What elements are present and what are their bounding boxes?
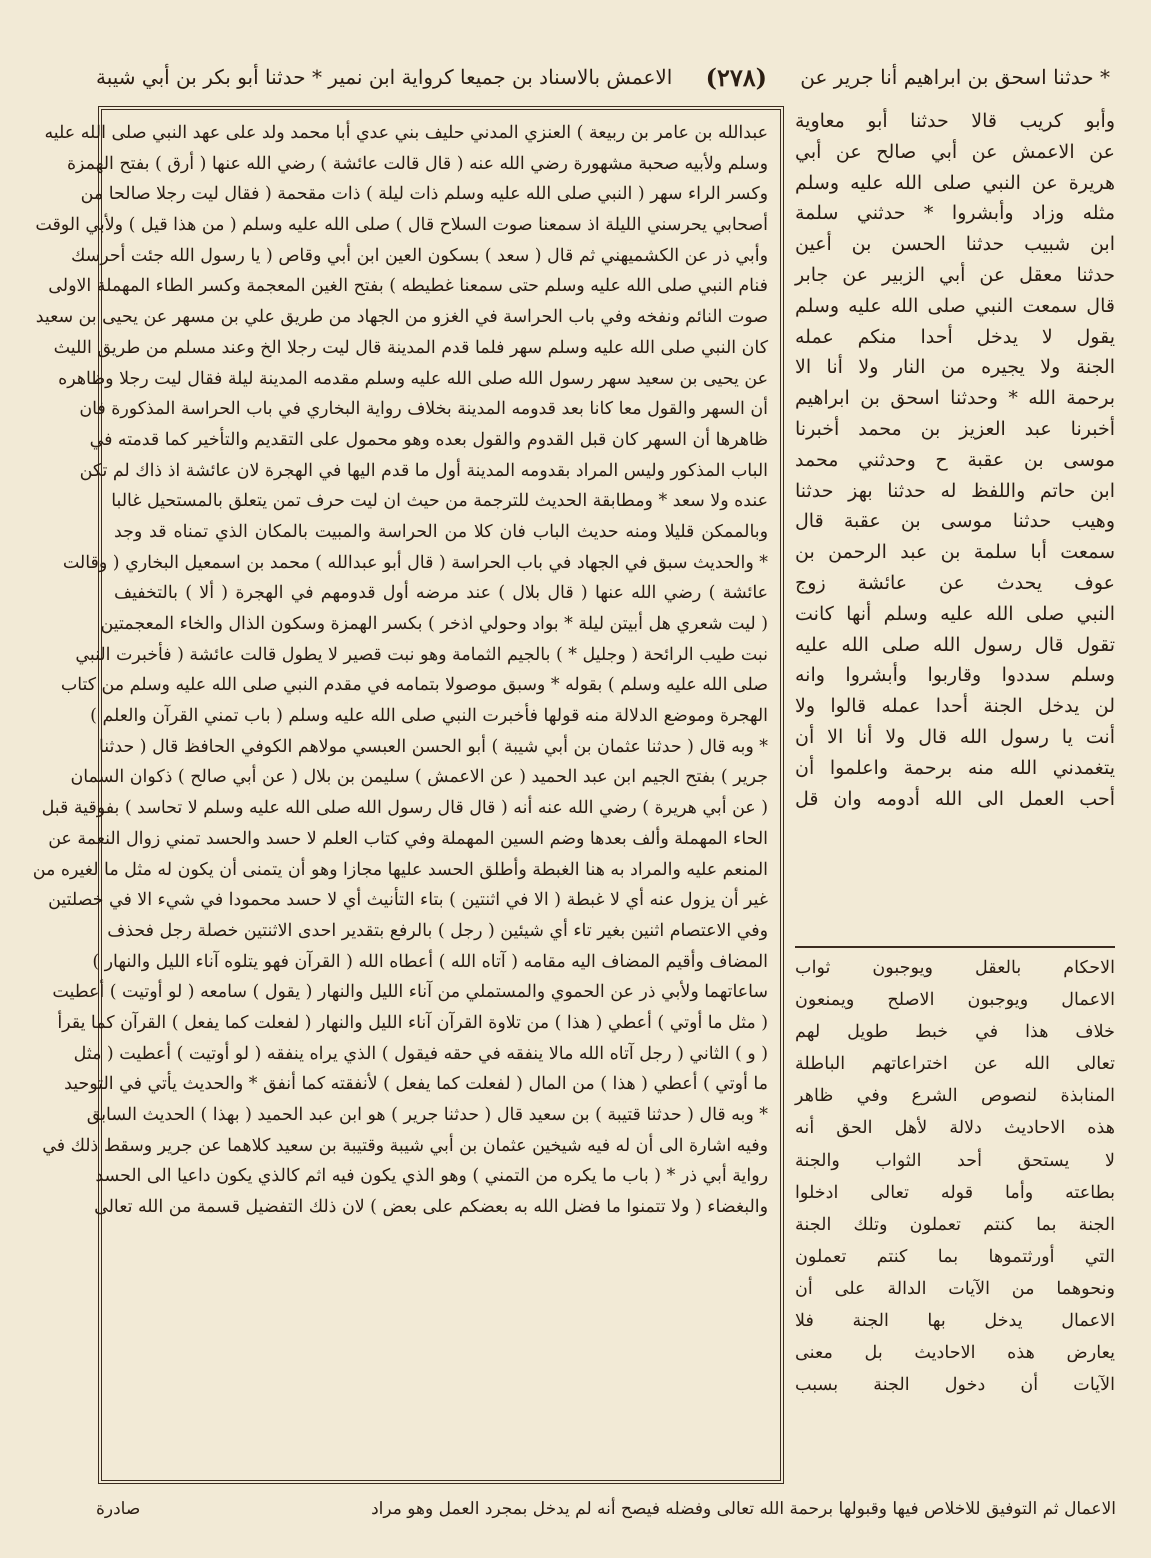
text-line: وفي الاعتصام اثنين بغير تاء أي شيئين ( رجل ) بالرفع بتقدير احدى الاثنتين خصلة رجل فحذف	[107, 920, 768, 941]
text-line: الباب المذكور وليس المراد بقدومه المدينة أول ما قدم اليها في الهجرة لان عائشة اذ ذاك لم تكن	[79, 460, 768, 481]
margin-line: يتغمدني الله منه برحمة واعلموا أن	[795, 756, 1115, 779]
text-line: وكسر الراء سهر ( النبي صلى الله عليه وسلم ذات ليلة ) ذات مقحمة ( فقال ليت رجلا صالحا من	[80, 184, 768, 205]
margin-line: وهيب حدثنا موسى بن عقبة قال	[795, 510, 1115, 533]
margin-line: وأبو كريب قالا حدثنا أبو معاوية	[795, 110, 1115, 132]
margin-line: لن يدخل الجنة أحدا عمله قالوا ولا	[795, 695, 1115, 718]
text-line: المنعم عليه والمراد به هنا الغبطة وأطلق الحسد عليها مجازا وهو أن يتمنى أن يكون له مثل ما لغيره من	[32, 859, 768, 880]
text-line: صوت النائم ونفخه وفي باب الحراسة في الغزو من الجهاد من طريق علي بن مسهر عن يحيى بن سعيد	[35, 307, 768, 328]
margin-line: الجنة ولا يجيره من النار ولا أنا الا	[795, 356, 1115, 379]
text-line: فنام النبي صلى الله عليه وسلم حتى سمعنا غطيطه ) بفتح الغين المعجمة وكسر الطاء المهملة الاولى	[48, 276, 768, 297]
commentary-main-text	[32, 106, 784, 1484]
margin-line: عن الاعمش عن أبي صالح عن أبي	[795, 140, 1115, 163]
page-number: (٢٧٨)	[705, 62, 767, 92]
margin-line: التي أورثتموها بما كنتم تعملون	[795, 1246, 1115, 1267]
margin-line: مثله وزاد وأبشروا * حدثني سلمة	[795, 202, 1115, 225]
margin-line: ونحوهما من الآيات الدالة على أن	[795, 1278, 1115, 1299]
margin-hadith-text	[795, 106, 1115, 942]
text-line: نبت طيب الرائحة ( وجليل * ) بالجيم الثمامة وهو نبت قصير لا يطول قالت عائشة ( فأخبرت النبي	[75, 644, 768, 665]
text-line: عائشة ) رضي الله عنها ( قال بلال ) عند مرضه أول قدومهم في الهجرة ( ألا ) بالتخفيف	[114, 583, 768, 604]
text-line: غير أن يزول عنه أي لا غبطة ( الا في اثنتين ) بتاء التأنيث أي لا حسد محمودا في شيء الا في خصلتين	[48, 890, 768, 911]
text-line: * وبه قال ( حدثنا عثمان بن أبي شيبة ) أبو الحسن العبسي مولاهم الكوفي الحافظ قال ( حدثنا	[98, 736, 768, 757]
header-right-text: * حدثنا اسحق بن ابراهيم أنا جرير عن	[800, 65, 1110, 89]
margin-line: الجنة بما كنتم تعملون وتلك الجنة	[795, 1214, 1115, 1235]
text-line: وأبي ذر عن الكشميهني ثم قال ( سعد ) بسكون العين ابن أبي وقاص ( يا رسول الله جئت أحرسك	[70, 245, 768, 266]
text-line: الحاء المهملة وألف بعدها وضم السين المهملة وفي كتاب العلم لا حسد والحسد تمني زوال النعمة عن	[48, 828, 768, 849]
text-line: جرير ) بفتح الجيم ابن عبد الحميد ( عن الاعمش ) سليمن بن بلال ( عن أبي صالح ) ذكوان السمان	[70, 767, 768, 788]
text-line: عن يحيى بن سعيد سهر رسول الله صلى الله عليه وسلم مقدمه المدينة ليلة فقال ليت رجلا وظاهره	[58, 368, 768, 389]
page-footer	[96, 1492, 1116, 1526]
text-line: ظاهرها أن السهر كان قبل القدوم والقول بعده وهو محمول على التقديم والتأخير كما قدمته في	[89, 429, 768, 450]
text-line: * والحديث سبق في الجهاد في باب الحراسة ( قال أبو عبدالله ) محمد بن اسمعيل البخاري ( وقالت	[62, 552, 768, 573]
margin-line: تعالى الله عن اختراعاتهم الباطلة	[795, 1054, 1115, 1075]
margin-line: ابن حاتم واللفظ له حدثنا بهز حدثنا	[795, 479, 1115, 502]
margin-divider	[795, 946, 1115, 948]
margin-line: قال سمعت النبي صلى الله عليه وسلم	[795, 294, 1115, 317]
margin-line: أحب العمل الى الله أدومه وان قل	[795, 787, 1115, 810]
margin-line: حدثنا معقل عن أبي الزبير عن جابر	[795, 263, 1115, 286]
margin-line: عوف يحدث عن عائشة زوج	[795, 571, 1115, 594]
text-line: ( ليت شعري هل أبيتن ليلة * بواد وحولي اذخر ) بكسر الهمزة وسكون الذال والخاء المعجمتين	[100, 614, 768, 634]
header-left-text: الاعمش بالاسناد بن جميعا كرواية ابن نمير * حدثنا أبو بكر بن أبي شيبة	[96, 65, 673, 89]
margin-line: ابن شبيب حدثنا الحسن بن أعين	[795, 233, 1115, 256]
text-line: * وبه قال ( حدثنا قتيبة ) بن سعيد قال ( حدثنا جرير ) هو ابن عبد الحميد ( بهذا ) الحديث السابق	[86, 1105, 768, 1125]
text-line: وبالممكن قليلا ومنه حديث الباب فان كلا من الحراسة والمبيت بالمكان الذي تمناه قد وجد	[114, 521, 768, 542]
margin-commentary-text	[795, 952, 1115, 1490]
margin-line: موسى بن عقبة ح وحدثني محمد	[795, 448, 1115, 471]
text-line: أن السهر والقول معا كانا بعد قدومه المدينة بخلاف رواية البخاري في باب الحراسة المذكورة فان	[79, 399, 768, 420]
text-line: عبدالله بن عامر بن ربيعة ) العنزي المدني حليف بني عدي أبا محمد ولد على عهد النبي صلى الله عليه	[44, 123, 768, 143]
text-line: ( و ) الثاني ( رجل آتاه الله مالا ينفقه في حقه فيقول ) الذي يراه ينفقه ( لو أوتيت ) أعطيت ( مثل	[73, 1043, 768, 1064]
margin-line: يقول لا يدخل أحدا منكم عمله	[795, 325, 1115, 348]
margin-line: أخبرنا عبد العزيز بن محمد أخبرنا	[795, 417, 1115, 440]
catchword: صادرة	[96, 1499, 141, 1519]
text-line: أصحابي يحرسني الليلة اذ سمعنا صوت السلاح قال ) صلى الله عليه وسلم ( من هذا قيل ) ولأبي الوقت	[35, 215, 768, 236]
text-line: وسلم ولأبيه صحبة مشهورة رضي الله عنه ( قال قالت عائشة ) رضي الله عنها ( أرق ) بفتح الهمزة	[66, 153, 768, 174]
margin-line: برحمة الله * وحدثنا اسحق بن ابراهيم	[795, 387, 1115, 410]
margin-line: يعارض هذه الاحاديث بل معنى	[795, 1343, 1115, 1364]
text-line: والبغضاء ( ولا تتمنوا ما فضل الله به بعضكم على بعض ) لان ذلك التفضيل قسمة من الله تعالى	[94, 1197, 768, 1218]
margin-line: خلاف هذا في خبط طويل لهم	[795, 1022, 1115, 1043]
margin-line: تقول قال رسول الله صلى الله عليه	[795, 633, 1115, 656]
margin-line: هريرة عن النبي صلى الله عليه وسلم	[795, 171, 1115, 194]
margin-line: سمعت أبا سلمة بن عبد الرحمن بن	[795, 541, 1115, 564]
text-line: صلى الله عليه وسلم ) بقوله * وسبق موصولا بتمامه في مقدم النبي صلى الله عليه وسلم من كتاب	[60, 675, 768, 696]
text-line: رواية أبي ذر * ( باب ما يكره من التمني ) وهو الذي يكون فيه اثم كالذي يكون داعيا الى الحسد	[95, 1166, 768, 1187]
margin-line: المنابذة لنصوص الشرع وفي ظاهر	[795, 1086, 1115, 1107]
margin-line: الاحكام بالعقل ويوجبون ثواب	[795, 958, 1115, 978]
margin-line: بطاعته وأما قوله تعالى ادخلوا	[795, 1182, 1115, 1203]
margin-line: هذه الاحاديث دلالة لأهل الحق أنه	[795, 1118, 1115, 1139]
text-line: الهجرة وموضع الدلالة منه قولها فأخبرت النبي صلى الله عليه وسلم ( باب تمني القرآن والعلم )	[90, 706, 768, 727]
text-line: كان النبي صلى الله عليه وسلم سهر فلما قدم المدينة قال ليت رجلا الخ وعند مسلم من طريق الليث	[53, 337, 768, 358]
page-header	[96, 56, 1110, 98]
margin-line: الاعمال يدخل بها الجنة فلا	[795, 1311, 1115, 1332]
margin-line: النبي صلى الله عليه وسلم أنها كانت	[795, 602, 1115, 625]
text-line: وفيه اشارة الى أن له فيه شيخين عثمان بن أبي شيبة وقتيبة بن سعيد كلاهما عن جرير وسقط ذلك في	[42, 1135, 768, 1156]
margin-line: الآيات أن دخول الجنة بسبب	[795, 1375, 1115, 1396]
text-line: ( مثل ما أوتي ) أعطي ( هذا ) من تلاوة القرآن آناء الليل والنهار ( لفعلت كما يفعل ) القرآن كما يقرأ	[57, 1012, 768, 1033]
text-line: ما أوتي ) أعطي ( هذا ) من المال ( لفعلت كما يفعل ) لأنفقته كما أنفق * والحديث يأتي في التوحيد	[64, 1074, 768, 1095]
margin-line: الاعمال ويوجبون الاصلح ويمنعون	[795, 990, 1115, 1011]
text-line: المضاف وأقيم المضاف اليه مقامه ( آتاه الله ) أعطاه الله ( القرآن فهو يتلوه آناء الليل والنهار )	[92, 951, 768, 972]
text-line: عنده ولا سعد * ومطابقة الحديث للترجمة من حيث ان ليت حرف تمن يتعلق بالمستحيل غالبا	[111, 491, 768, 512]
text-line: ساعاتهما ولأبي ذر عن الحموي والمستملي من آناء الليل والنهار ( يقول ) سامعه ( لو أوتيت ) أعطيت	[52, 982, 768, 1003]
footer-text: الاعمال ثم التوفيق للاخلاص فيها وقبولها برحمة الله تعالى وفضله فيصح أنه لم يدخل بمجرد العمل وهو مراد	[371, 1499, 1116, 1519]
margin-line: أنت يا رسول الله قال ولا أنا الا أن	[795, 725, 1115, 748]
text-line: ( عن أبي هريرة ) رضي الله عنه أنه ( قال قال رسول الله صلى الله عليه وسلم لا تحاسد ) بفوقية قبل	[41, 798, 768, 819]
margin-line: لا يستحق أحد الثواب والجنة	[795, 1150, 1115, 1171]
margin-line: وسلم سددوا وقاربوا وأبشروا وانه	[795, 664, 1115, 687]
